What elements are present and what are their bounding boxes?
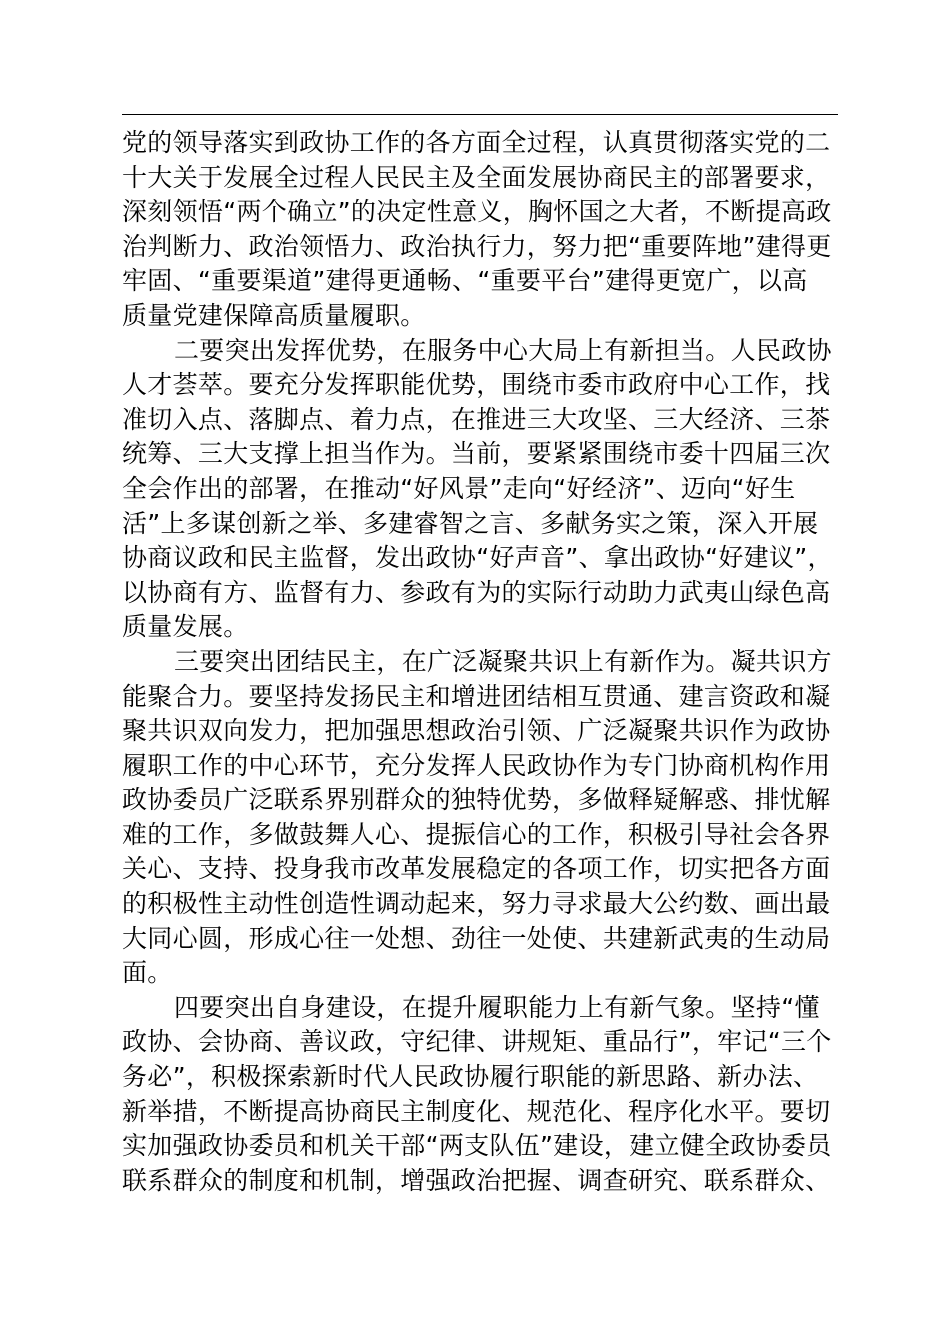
text-line: 协商议政和民主监督，发出政协“好声音”、拿出政协“好建议”， [122,543,833,573]
text-line: 十大关于发展全过程人民民主及全面发展协商民主的部署要求， [122,162,831,192]
text-line: 深刻领悟“两个确立”的决定性意义，胸怀国之大者，不断提高政 [122,197,832,227]
text-line: 的积极性主动性创造性调动起来，努力寻求最大公约数、画出最 [122,889,831,919]
header-rule [122,114,838,115]
text-line: 牢固、“重要渠道”建得更通畅、“重要平台”建得更宽广，以高 [122,266,808,296]
text-line: 全会作出的部署，在推动“好风景”走向“好经济”、迈向“好生 [122,473,796,503]
text-line: 履职工作的中心环节，充分发挥人民政协作为专门协商机构作用 [122,750,831,780]
document-body [122,126,862,1198]
text-line: 实加强政协委员和机关干部“两支队伍”建设，建立健全政协委员 [122,1131,832,1161]
text-line: 能聚合力。要坚持发扬民主和增进团结相互贯通、建言资政和凝 [122,681,831,711]
text-line: 质量党建保障高质量履职。 [122,300,426,330]
text-line: 政协委员广泛联系界别群众的独特优势，多做释疑解惑、排忧解 [122,785,831,815]
text-line: 人才荟萃。要充分发挥职能优势，围绕市委市政府中心工作，找 [122,370,831,400]
text-line: 准切入点、落脚点、着力点，在推进三大攻坚、三大经济、三茶 [122,404,831,434]
paragraph-first-line: 二要突出发挥优势，在服务中心大局上有新担当。人民政协 [174,335,832,365]
paragraph-first-line: 三要突出团结民主，在广泛凝聚共识上有新作为。凝共识方 [174,646,832,676]
text-line: 务必”，积极探索新时代人民政协履行职能的新思路、新办法、 [122,1062,819,1092]
text-line: 聚共识双向发力，把加强思想政治引领、广泛凝聚共识作为政协 [122,716,831,746]
text-line: 关心、支持、投身我市改革发展稳定的各项工作，切实把各方面 [122,854,831,884]
paragraph-first-line: 四要突出自身建设，在提升履职能力上有新气象。坚持“懂 [174,992,820,1022]
text-line: 活”上多谋创新之举、多建睿智之言、多献务实之策，深入开展 [122,508,819,538]
text-line: 治判断力、政治领悟力、政治执行力，努力把“重要阵地”建得更 [122,231,832,261]
text-line: 面。 [122,958,173,988]
text-line: 质量发展。 [122,612,249,642]
text-line: 统筹、三大支撑上担当作为。当前，要紧紧围绕市委十四届三次 [122,439,831,469]
text-line: 联系群众的制度和机制，增强政治把握、调查研究、联系群众、 [122,1165,831,1195]
text-line: 新举措，不断提高协商民主制度化、规范化、程序化水平。要切 [122,1096,831,1126]
text-line: 以协商有方、监督有力、参政有为的实际行动助力武夷山绿色高 [122,577,831,607]
text-line: 难的工作，多做鼓舞人心、提振信心的工作，积极引导社会各界 [122,819,831,849]
text-line: 党的领导落实到政协工作的各方面全过程，认真贯彻落实党的二 [122,128,831,157]
text-line: 政协、会协商、善议政，守纪律、讲规矩、重品行”，牢记“三个 [122,1027,832,1057]
text-line: 大同心圆，形成心往一处想、劲往一处使、共建新武夷的生动局 [122,923,831,953]
